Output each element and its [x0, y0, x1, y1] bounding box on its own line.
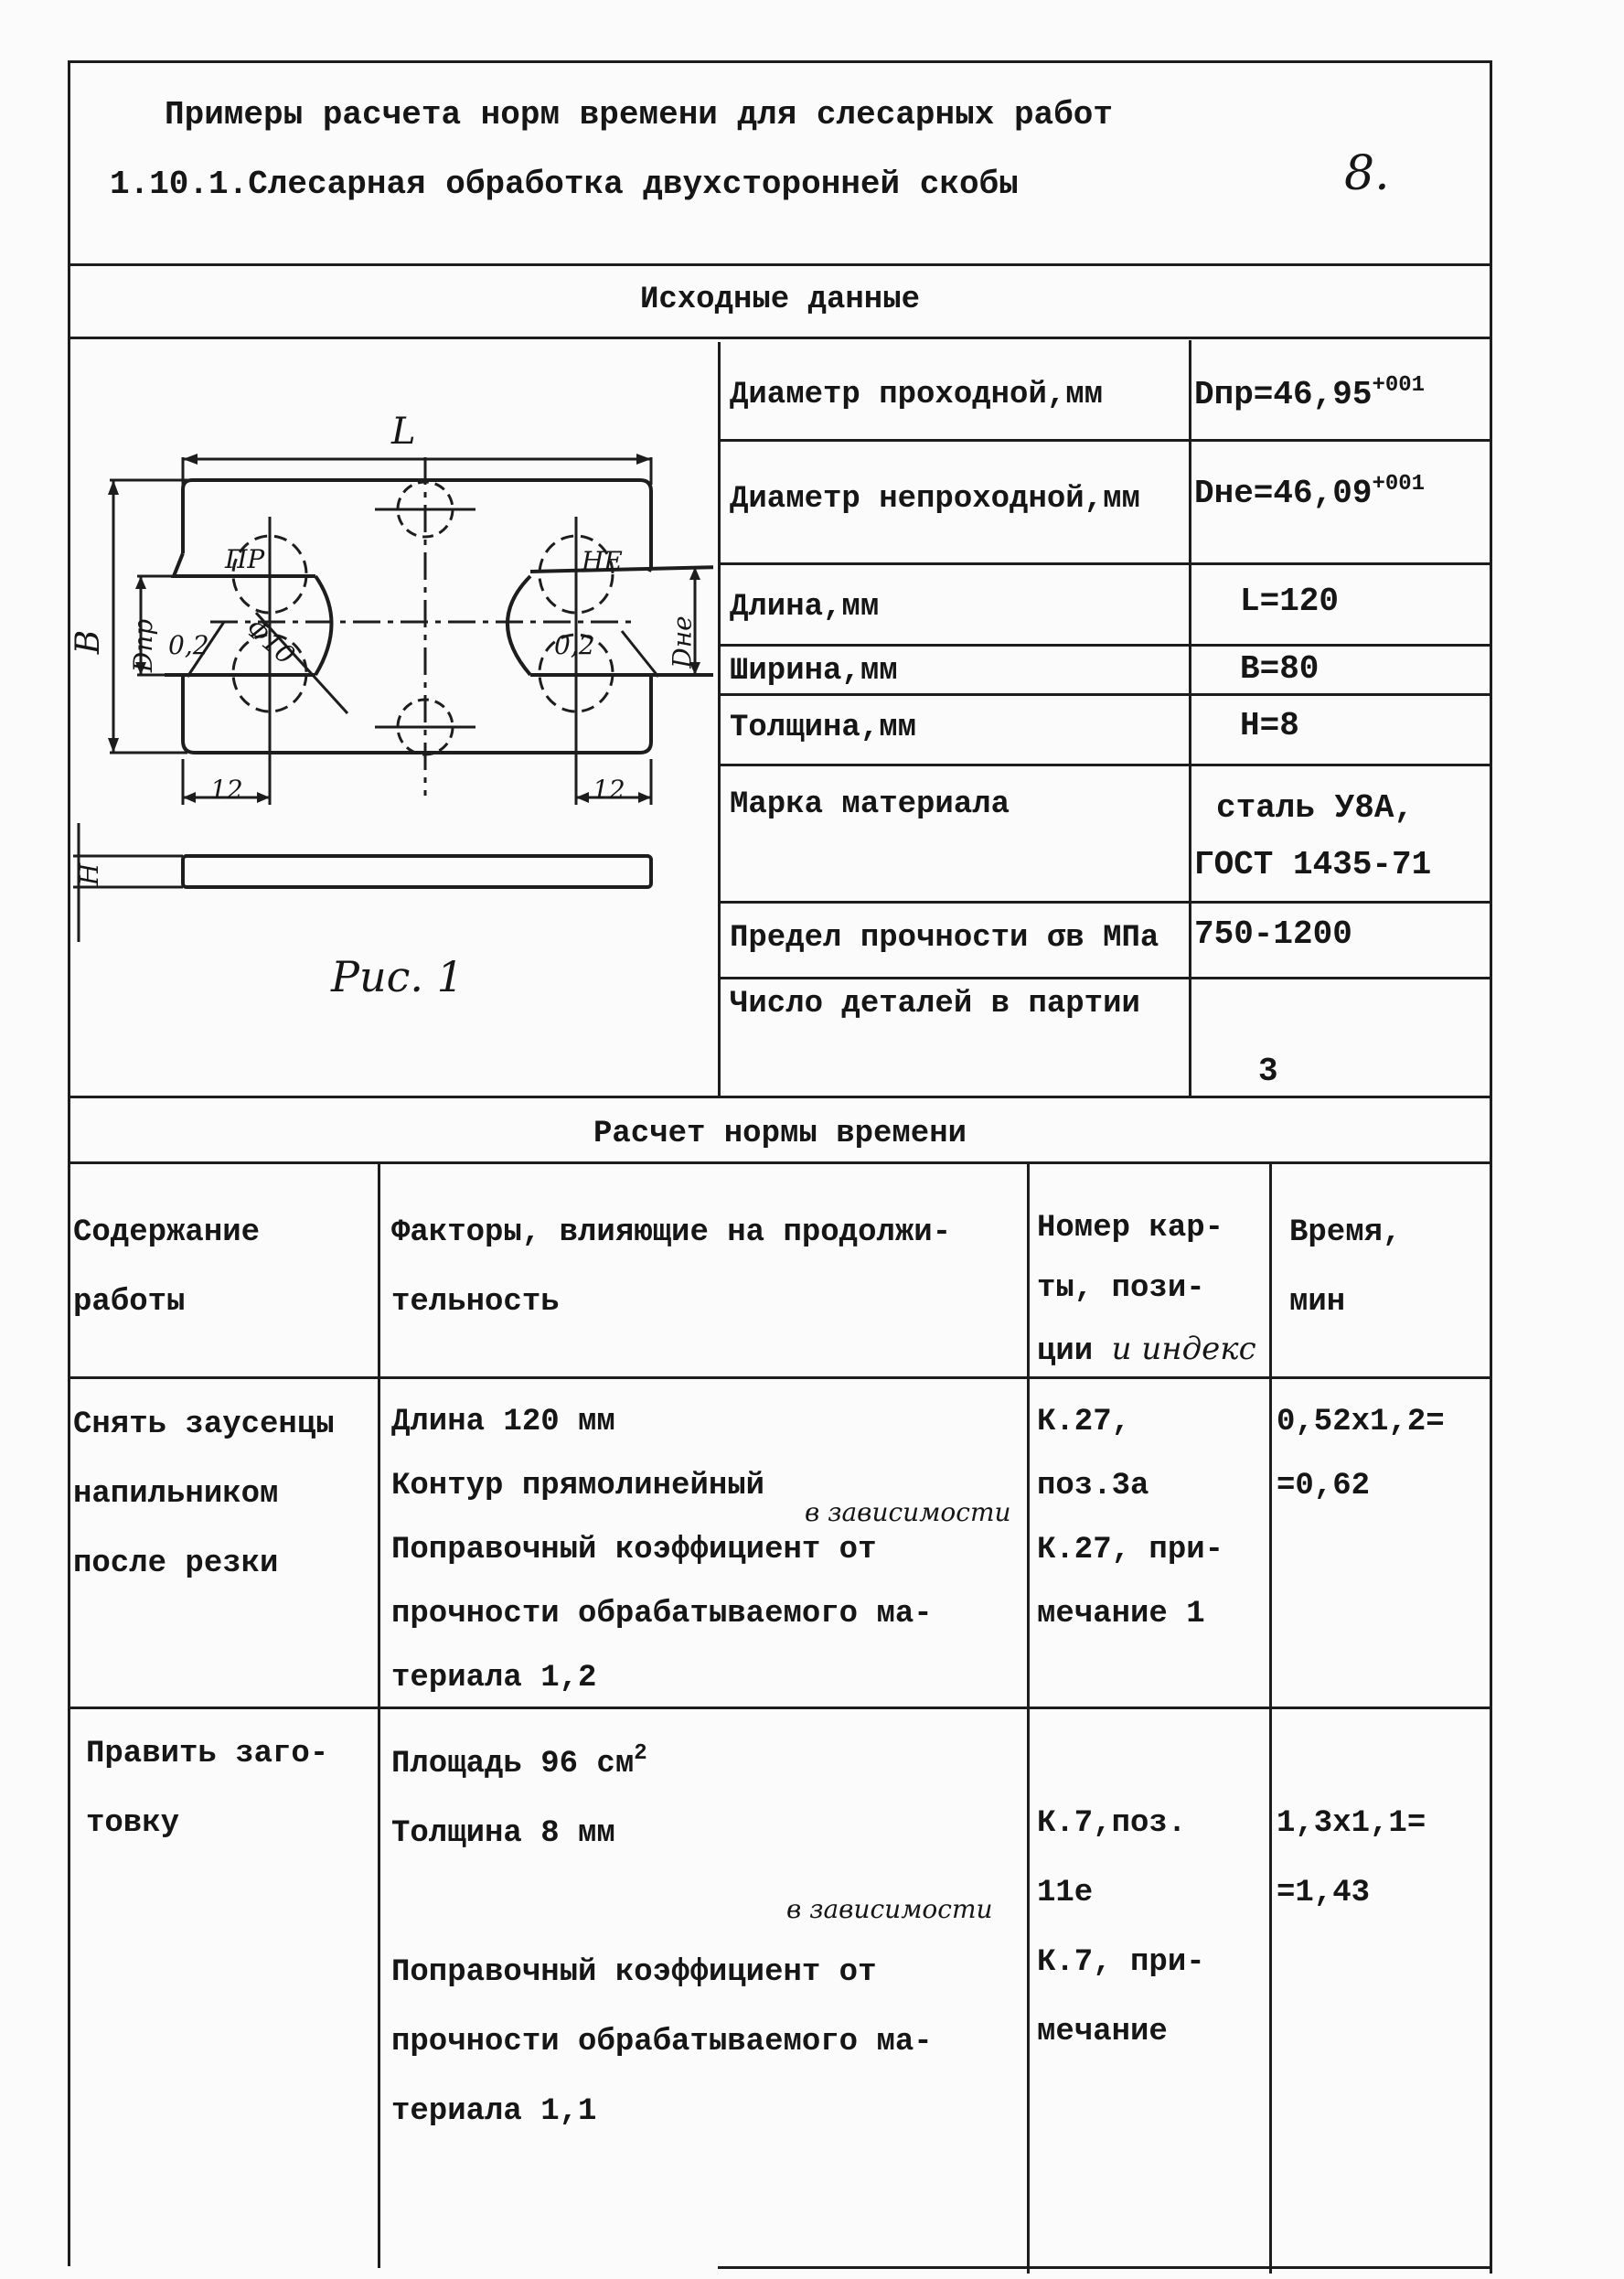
- param-value-batch: 3: [1258, 1053, 1278, 1090]
- param-label-width: Ширина,мм: [730, 654, 898, 689]
- figure-caption: Рис. 1: [331, 952, 464, 1001]
- calc-col-divider-3: [1269, 1161, 1272, 2274]
- param-divider-2: [718, 562, 1492, 565]
- table-row-2-content: Править заго- товку: [86, 1737, 329, 1841]
- document-title: Примеры расчета норм времени для слесарных работ: [165, 96, 1113, 134]
- param-divider-3: [718, 644, 1492, 647]
- calc-header-bottom: [68, 1376, 1492, 1379]
- dim-label-L: L: [391, 411, 416, 453]
- source-figure-divider: [718, 342, 721, 1096]
- param-value-material-standard: ГОСТ 1435-71: [1194, 846, 1432, 883]
- col-header-time: Время, мин: [1289, 1215, 1402, 1320]
- dim-label-12-left: 12: [210, 775, 243, 805]
- table-row-1-handwritten-note: в зависимости: [805, 1497, 1011, 1527]
- param-label-dpr: Диаметр проходной,мм: [730, 378, 1104, 412]
- param-value-length: L=120: [1240, 583, 1340, 620]
- frame-top: [68, 60, 1492, 63]
- param-label-material: Марка материала: [730, 787, 1010, 822]
- param-divider-4: [718, 693, 1492, 696]
- label-ne: НЕ: [582, 546, 623, 576]
- param-value-strength: 750-1200: [1194, 915, 1352, 953]
- calc-col-divider-1: [378, 1161, 380, 2268]
- source-heading: Исходные данные: [639, 283, 921, 317]
- table-row-2-card: К.7,поз. 11е К.7, при- мечание: [1037, 1806, 1205, 2049]
- section-title: 1.10.1.Слесарная обработка двухсторонней скобы: [110, 166, 1019, 203]
- source-bottom-divider: [68, 1096, 1492, 1098]
- header-divider: [68, 263, 1492, 266]
- table-row-1-content: Снять заусенцы напильником после резки: [73, 1407, 335, 1581]
- table-row-1-card: К.27, поз.3а К.27, при- мечание 1: [1037, 1405, 1224, 1632]
- param-label-dne: Диаметр непроходной,мм: [730, 482, 1140, 517]
- param-value-material: сталь У8А,: [1216, 789, 1415, 827]
- param-value-dpr: $Dпр=46,95^{+001}$: [1194, 373, 1426, 413]
- dim-label-H: H: [74, 862, 105, 886]
- label-pr: ПР: [225, 544, 265, 574]
- param-divider-1: [718, 439, 1492, 442]
- param-label-batch: Число деталей в партии: [730, 987, 1140, 1022]
- col-header-content: Содержание работы: [73, 1215, 261, 1320]
- param-value-thickness: H=8: [1240, 707, 1299, 744]
- param-divider-6: [718, 901, 1492, 904]
- param-divider-7: [718, 977, 1492, 979]
- param-label-strength: Предел прочности σв МПа: [730, 921, 1159, 956]
- table-row-2-factors: Площадь 96 $см^2$ Толщина 8 мм Поправочный коэффициент от прочности обрабатываемого ма- териала 1,1: [391, 1741, 933, 2129]
- dim-label-B: B: [69, 629, 108, 655]
- calc-col-divider-2: [1027, 1161, 1030, 2274]
- page-number: 8.: [1344, 146, 1390, 201]
- dim-label-Dpr: Dпр: [128, 618, 159, 673]
- table-row-1-factors: Длина 120 мм Контур прямолинейный Поправочный коэффициент от прочности обрабатываемого ма- териала 1,2: [391, 1405, 933, 1696]
- calc-heading: Расчет нормы времени: [593, 1117, 967, 1151]
- table-row-1-time: 0,52х1,2= =0,62: [1277, 1405, 1445, 1503]
- source-value-divider: [1189, 340, 1191, 1096]
- col-header-factors: Факторы, влияющие на продолжи- тельность: [391, 1215, 952, 1320]
- technical-drawing: [73, 402, 713, 1043]
- label-diameter-10: Ф10: [240, 613, 301, 671]
- frame-right: [1490, 60, 1492, 2274]
- table-row-2-time: 1,3х1,1= =1,43: [1277, 1806, 1426, 1910]
- col-header-card: Номер кар- ты, пози- ции и индекс: [1037, 1211, 1256, 1369]
- card-index-handwritten: и индекс: [1111, 1331, 1256, 1367]
- label-radius-left: 0,2: [168, 630, 209, 660]
- dim-label-Dne: Dне: [667, 615, 698, 669]
- param-label-length: Длина,мм: [730, 590, 880, 625]
- param-value-width: B=80: [1240, 650, 1320, 688]
- table-row-2-handwritten-note: в зависимости: [786, 1894, 993, 1924]
- param-value-dne: $Dне=46,09^{+001}$: [1194, 472, 1426, 512]
- dim-label-12-right: 12: [593, 775, 625, 805]
- calc-heading-divider: [68, 1161, 1492, 1164]
- label-radius-right: 0,2: [554, 630, 595, 660]
- param-label-thickness: Толщина,мм: [730, 711, 917, 745]
- page-bottom-line: [718, 2266, 1492, 2269]
- source-heading-divider: [68, 337, 1492, 339]
- param-divider-5: [718, 764, 1492, 766]
